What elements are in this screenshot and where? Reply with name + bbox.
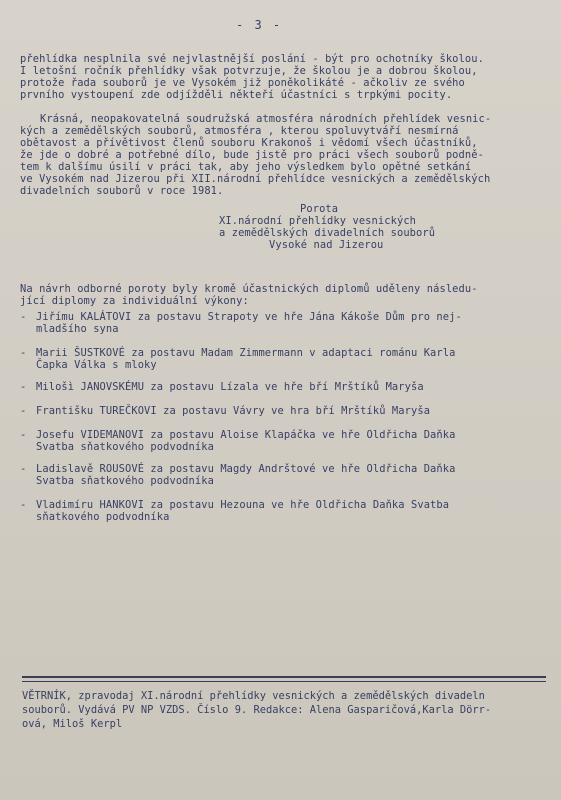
list-bullet: - [20,347,27,359]
award-line: Františku TUREČKOVI za postavu Vávry ve hra bří Mrštíků Maryša [36,405,431,417]
signature-line: Vysoké nad Jizerou [269,239,384,251]
award-line: Svatba sňatkového podvodníka [36,475,214,487]
paragraph-2-line: kých a zemědělských souborů, atmosféra , kterou spoluvytváří nesmírná [20,125,459,137]
award-line: sňatkového podvodníka [36,511,170,523]
signature-line: Porota [300,203,339,215]
footer-line: VĚTRNÍK, zpravodaj XI.národní přehlídky vesnických a zemědělských divadeln [22,690,485,702]
award-line: mladšího syna [36,323,119,335]
awards-intro-line: jící diplomy za individuální výkony: [20,295,249,307]
paragraph-2-line: obětavost a přívětivost členů souboru Krakonoš i vědomí všech účastníků, [20,137,478,149]
page-number: - 3 - [236,18,283,32]
award-line: Josefu VIDEMANOVI za postavu Aloise Klapáčka ve hře Oldřicha Daňka [36,429,456,441]
paragraph-2-line: že jde o dobré a potřebné dílo, bude jistě pro práci všech souborů podně- [20,149,484,161]
award-line: Svatba sňatkového podvodníka [36,441,214,453]
paragraph-2-line: tem k dalšímu úsilí v práci tak, aby jeho výsledkem bylo opětné setkání [20,161,472,173]
list-bullet: - [20,499,27,511]
signature-line: a zemědělských divadelních souborů [219,227,436,239]
paragraph-2-line: Krásná, neopakovatelná soudružská atmosféra národních přehlídek vesnic- [40,113,492,125]
paragraph-1-line: protože řada souborů je ve Vysokém již poněkolikáté - ačkoliv ze svého [20,77,465,89]
list-bullet: - [20,463,27,475]
list-bullet: - [20,311,27,323]
award-line: Čapka Válka s mloky [36,359,157,371]
list-bullet: - [20,429,27,441]
award-line: Ladislavě ROUSOVÉ za postavu Magdy Andrštové ve hře Oldřicha Daňka [36,463,456,475]
list-bullet: - [20,405,27,417]
paragraph-2-line: divadelních souborů v roce 1981. [20,185,224,197]
paragraph-1-line: prvního vystoupení zde odjížděli někteří účastníci s trpkými pocity. [20,89,453,101]
list-bullet: - [20,381,27,393]
award-line: Jiřímu KALÁTOVI za postavu Strapoty ve hře Jána Kákoše Dům pro nej- [36,311,462,323]
award-line: Vladimíru HANKOVI za postavu Hezouna ve hře Oldřicha Daňka Svatba [36,499,450,511]
footer-rule-bottom [22,681,546,682]
award-line: Milošì JANOVSKÉMU za postavu Lízala ve hře bří Mrštíků Maryša [36,381,424,393]
signature-line: XI.národní přehlídky vesnických [219,215,417,227]
awards-intro-line: Na návrh odborné poroty byly kromě účastnických diplomů uděleny následu- [20,283,478,295]
footer-line: ová, Miloš Kerpl [22,718,123,730]
footer-rule-top [22,676,546,678]
award-line: Marii ŠUSTKOVÉ za postavu Madam Zimmermann v adaptaci románu Karla [36,347,456,359]
paragraph-1-line: přehlídka nesplnila své nejvlastnější poslání - být pro ochotníky školou. [20,53,484,65]
footer-line: souborů. Vydává PV NP VZDS. Číslo 9. Redakce: Alena Gasparičová,Karla Dörr- [22,704,492,716]
paragraph-1-line: I letošní ročník přehlídky však potvrzuje, že školou je a dobrou školou, [20,65,478,77]
paragraph-2-line: ve Vysokém nad Jizerou při XII.národní přehlídce vesnických a zemědělských [20,173,491,185]
